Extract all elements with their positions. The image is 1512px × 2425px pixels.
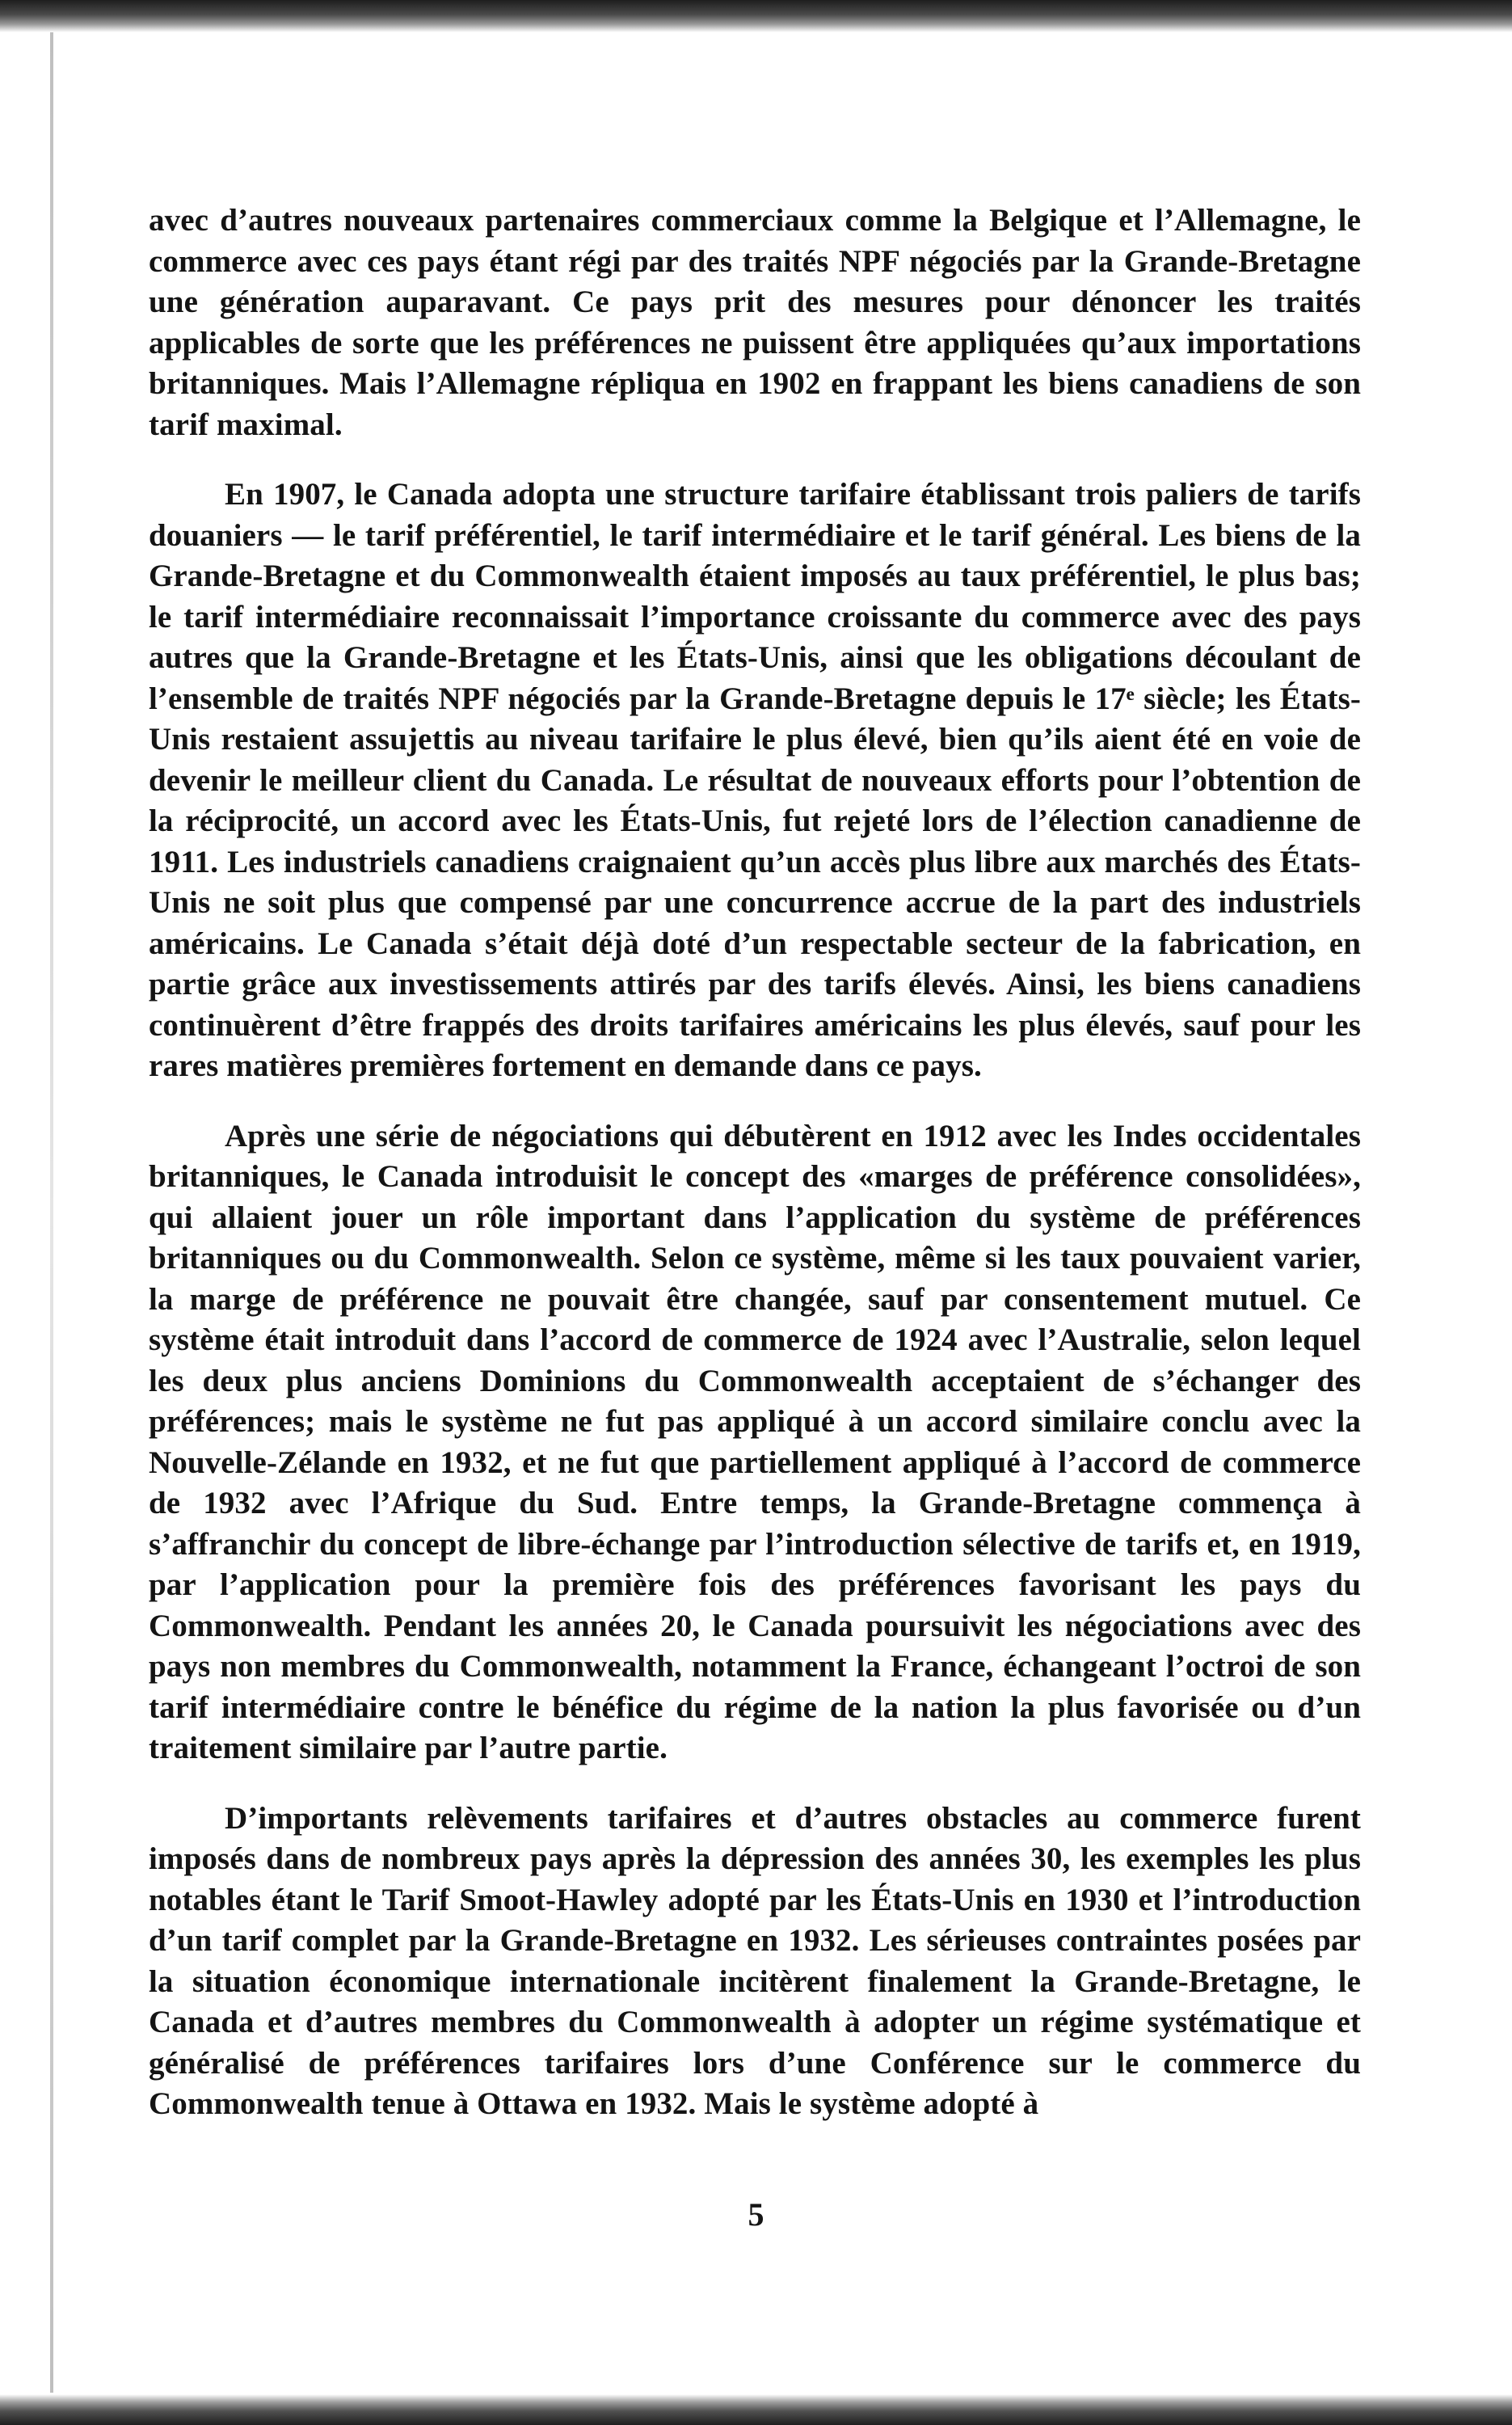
paragraph-4: D’importants relèvements tarifaires et d’autres obstacles au commerce furent imposés dans de nombreux pays après la dépression des années 30, les exemples les plus notables étant le Tarif Smoot-Hawley adopté par les États-Unis en 1930 et l’introduction d’un tarif complet par la Grande-Bretagne en 1932. Les sérieuses contraintes posées par la situation économique internationale incitèrent finalement la Grande-Bretagne, le Canada et d’autres membres du Commonwealth à adopter un régime systématique et généralisé de préférences tarifaires lors d’une Conférence sur le commerce du Commonwealth tenue à Ottawa en 1932. Mais le système adopté à xyxy=(149,1800,1361,2121)
page-body xyxy=(149,200,1361,2154)
paragraph-3: Après une série de négociations qui débutèrent en 1912 avec les Indes occidentales britanniques, le Canada introduisit le concept des «marges de préférence consolidées», qui allaient jouer un rôle important dans l’application du système de préférences britanniques ou du Commonwealth. Selon ce système, même si les taux pouvaient varier, la marge de préférence ne pouvait être changée, sauf par consentement mutuel. Ce système était introduit dans l’accord de commerce de 1924 avec l’Australie, selon lequel les deux plus anciens Dominions du Commonwealth acceptaient de s’échanger des préférences; mais le système ne fut pas appliqué à un accord similaire conclu avec la Nouvelle-Zélande en 1932, et ne fut que partiellement appliqué à l’accord de commerce de 1932 avec l’Afrique du Sud. Entre temps, la Grande-Bretagne commença à s’affranchir du concept de libre-échange par l’introduction sélective de tarifs et, en 1919, par l’application pour la première fois des préférences favorisant les pays du Commonwealth. Pendant les années 20, le Canada poursuivit les négociations avec des pays non membres du Commonwealth, notamment la France, échangeant l’octroi de son tarif intermédiaire contre le bénéfice du régime de la nation la plus favorisée ou d’un traitement similaire par l’autre partie. xyxy=(149,1118,1361,1765)
paragraph-2: En 1907, le Canada adopta une structure tarifaire établissant trois paliers de tarifs douaniers — le tarif préférentiel, le tarif intermédiaire et le tarif général. Les biens de la Grande-Bretagne et du Commonwealth étaient imposés au taux préférentiel, le plus bas; le tarif intermédiaire reconnaissait l’importance croissante du commerce avec des pays autres que la Grande-Bretagne et les États-Unis, ainsi que les obligations découlant de l’ensemble de traités NPF négociés par la Grande-Bretagne depuis le 17ᵉ siècle; les États-Unis restaient assujettis au niveau tarifaire le plus élevé, bien qu’ils aient été en voie de devenir le meilleur client du Canada. Le résultat de nouveaux efforts pour l’obtention de la réciprocité, un accord avec les États-Unis, fut rejeté lors de l’élection canadienne de 1911. Les industriels canadiens craignaient qu’un accès plus libre aux marchés des États-Unis ne soit plus que compensé par une concurrence accrue de la part des industriels américains. Le Canada s’était déjà doté d’un respectable secteur de la fabrication, en partie grâce aux investissements attirés par des tarifs élevés. Ainsi, les biens canadiens continuèrent d’être frappés des droits tarifaires américains les plus élevés, sauf pour les rares matières premières fortement en demande dans ce pays. xyxy=(149,477,1361,1083)
paragraph-1: avec d’autres nouveaux partenaires commerciaux comme la Belgique et l’Allemagne, le commerce avec ces pays étant régi par des traités NPF négociés par la Grande-Bretagne une génération auparavant. Ce pays prit des mesures pour dénoncer les traités applicables de sorte que les préférences ne puissent être appliquées qu’aux importations britanniques. Mais l’Allemagne répliqua en 1902 en frappant les biens canadiens de son tarif maximal. xyxy=(149,203,1361,442)
scan-edge-top xyxy=(0,0,1512,32)
page-number: 5 xyxy=(748,2196,764,2233)
scan-edge-bottom xyxy=(0,2394,1512,2425)
scan-edge-left xyxy=(50,32,53,2393)
